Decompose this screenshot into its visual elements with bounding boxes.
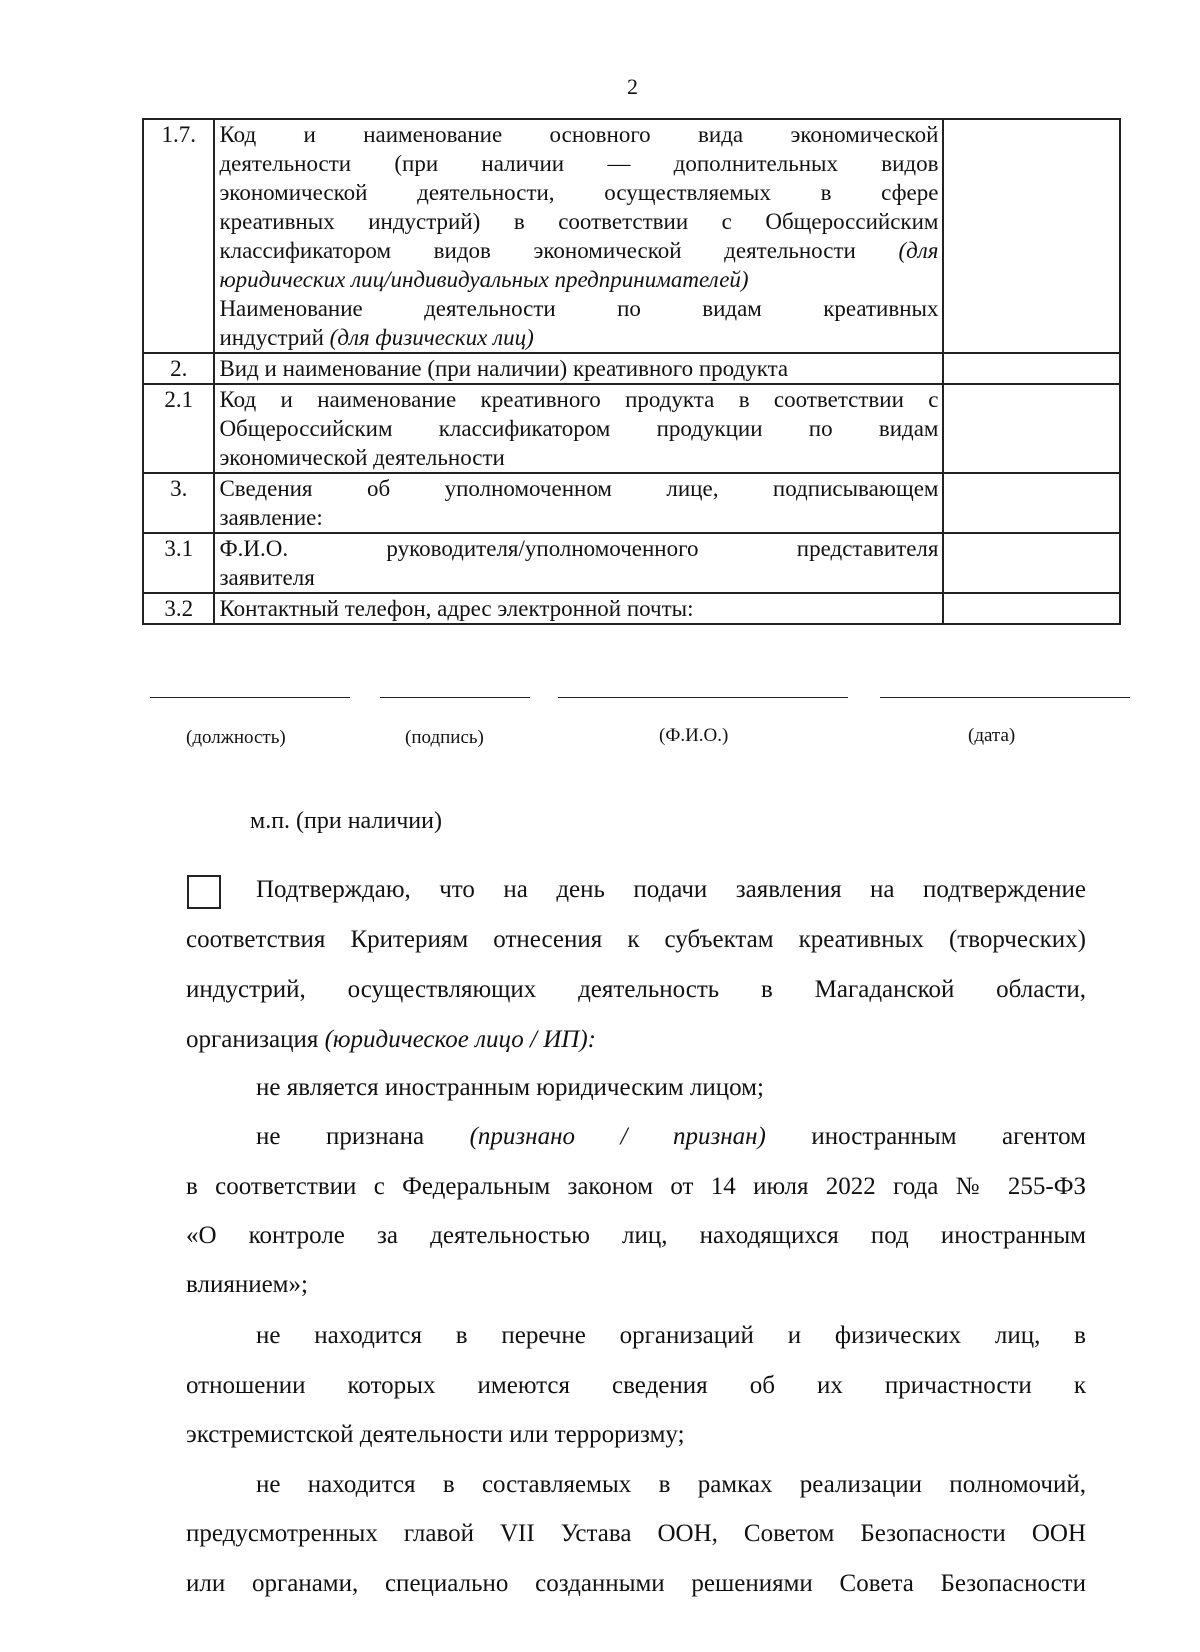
row-value-cell[interactable] — [943, 353, 1120, 384]
row-value-cell[interactable] — [943, 533, 1120, 593]
page-number: 2 — [627, 74, 638, 99]
row-number: 3.1 — [143, 533, 214, 593]
table-row — [143, 533, 1120, 593]
position-signature-line[interactable] — [150, 697, 350, 698]
row-description: Код и наименование креативного продукта в соответствии с Общероссийским классификатором продукции по видам экономической деятельности — [214, 384, 943, 473]
date-signature-line[interactable] — [880, 697, 1130, 698]
row-number: 3. — [143, 473, 214, 533]
row-description: Сведения об уполномоченном лице, подписывающем заявление: — [214, 473, 943, 533]
row-description: Код и наименование основного вида экономической деятельности (при наличии — дополнительных видов экономической деятельности, осуществляемых в сфере креативных индустрий) в соответствии с Общероссийским классификатором видов экономической деятельности (для юридических лиц/индивидуальных предпринимателей) Наименование деятельности по видам креативных индустрий (для физических лиц) — [214, 119, 943, 353]
position-label: (должность) — [186, 727, 286, 748]
row-value-cell[interactable] — [943, 473, 1120, 533]
signature-label: (подпись) — [405, 727, 484, 748]
fio-signature-line[interactable] — [558, 697, 848, 698]
row-value-cell[interactable] — [943, 119, 1120, 353]
row-description: Контактный телефон, адрес электронной почты: — [214, 593, 943, 624]
stamp-note: м.п. (при наличии) — [250, 808, 442, 834]
list-item: не находится в перечне организаций и физических лиц, в — [256, 1322, 1086, 1349]
list-item: не находится в составляемых в рамках реализации полномочий, — [256, 1471, 1086, 1498]
table-row — [143, 384, 1120, 473]
table-row — [143, 119, 1120, 353]
table-row — [143, 473, 1120, 533]
list-item: не является иностранным юридическим лицом; — [256, 1074, 764, 1101]
list-item: не признана (признано / признан) иностранным агентом — [256, 1123, 1086, 1150]
table-row — [143, 353, 1120, 384]
application-table — [142, 118, 1121, 625]
signature-line[interactable] — [380, 697, 530, 698]
date-label: (дата) — [968, 725, 1016, 746]
row-description: Вид и наименование (при наличии) креативного продукта — [214, 353, 943, 384]
row-value-cell[interactable] — [943, 384, 1120, 473]
row-number: 1.7. — [143, 119, 214, 353]
fio-label: (Ф.И.О.) — [659, 725, 729, 746]
row-number: 3.2 — [143, 593, 214, 624]
row-value-cell[interactable] — [943, 593, 1120, 624]
confirmation-checkbox[interactable] — [187, 875, 221, 909]
row-description: Ф.И.О. руководителя/уполномоченного представителя заявителя — [214, 533, 943, 593]
row-number: 2.1 — [143, 384, 214, 473]
table-row — [143, 593, 1120, 624]
row-number: 2. — [143, 353, 214, 384]
